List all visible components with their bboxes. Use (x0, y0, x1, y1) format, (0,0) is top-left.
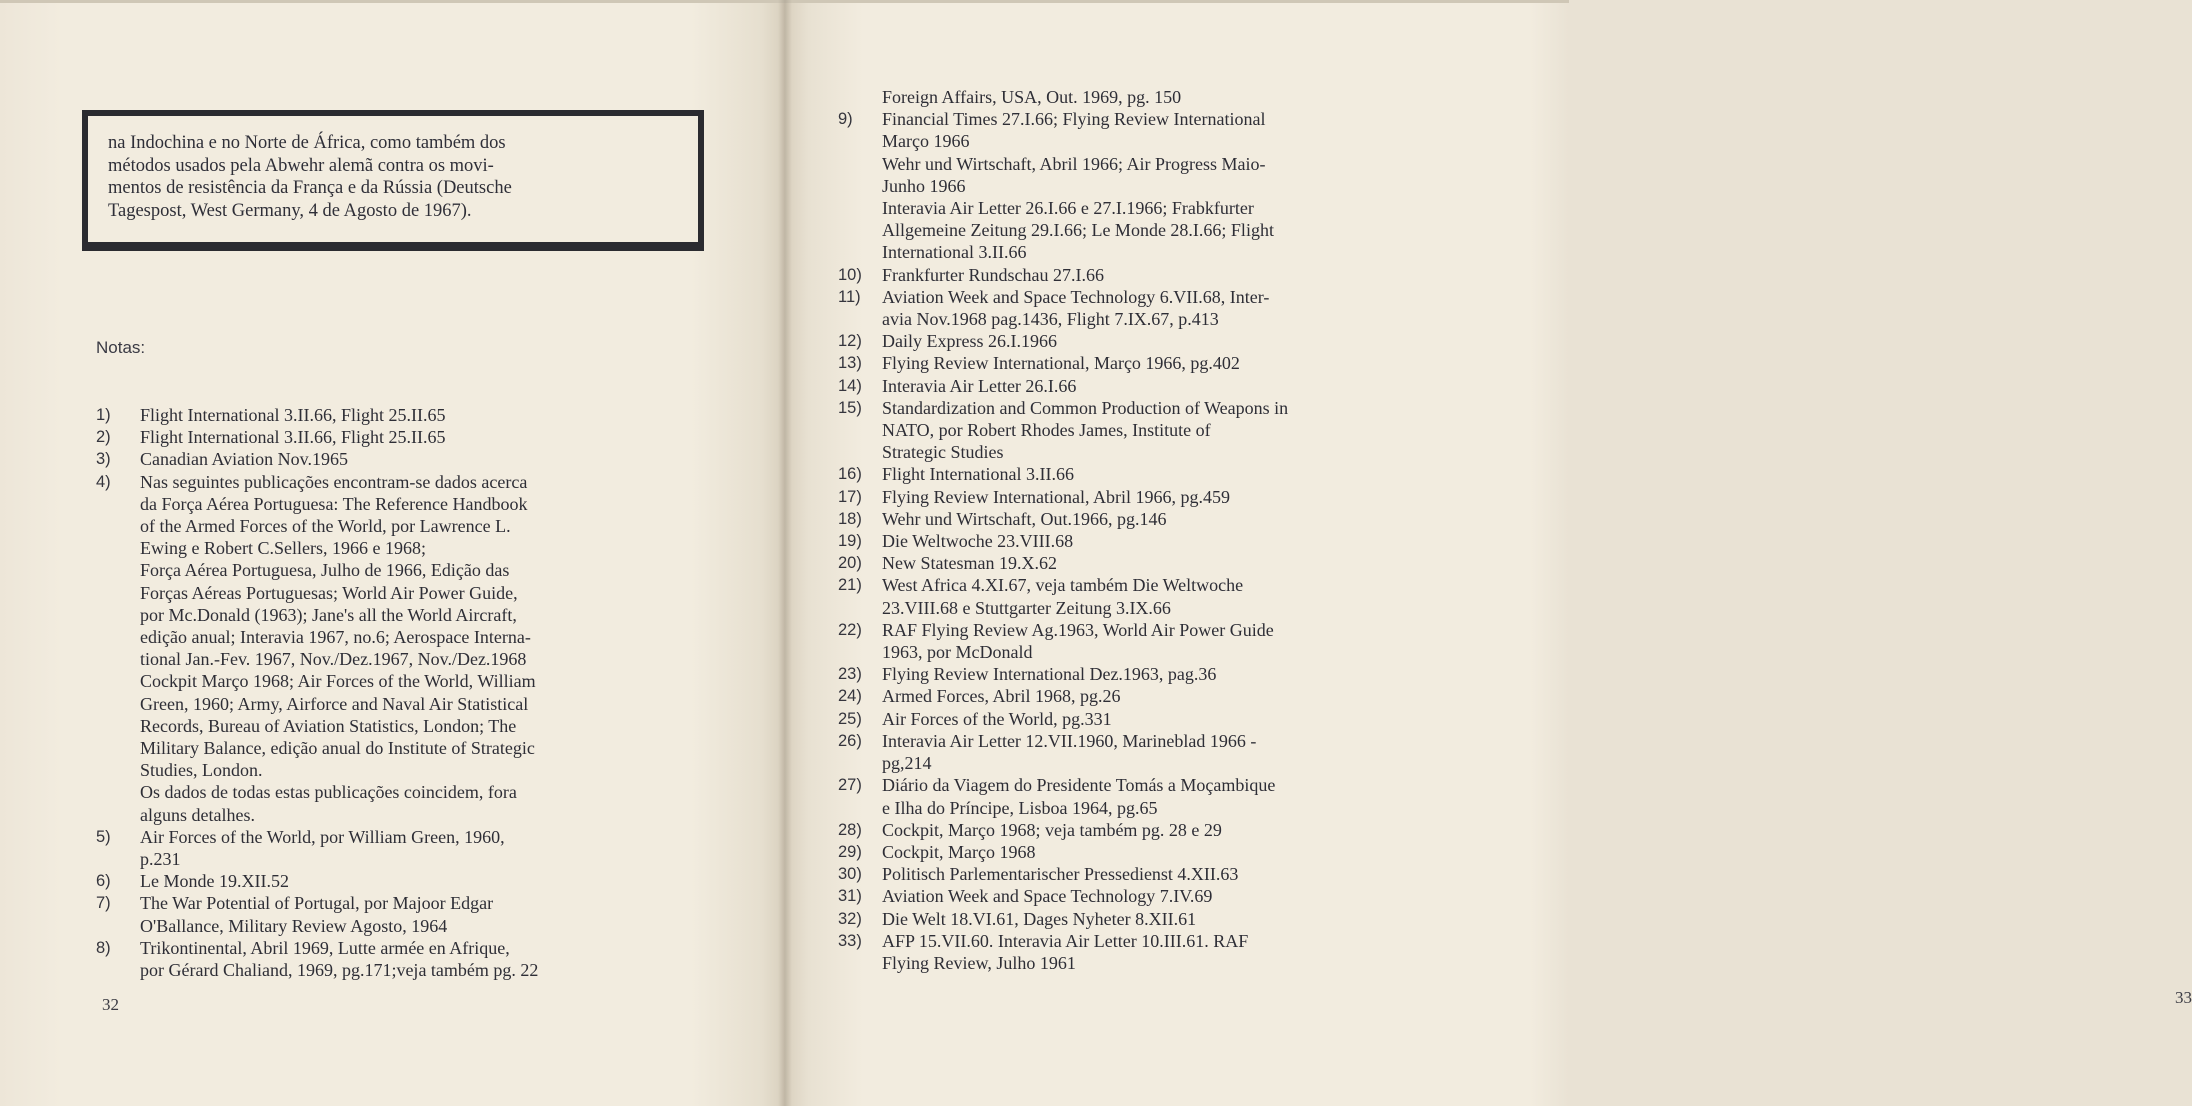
footnote-text-line: pg,214 (882, 753, 932, 774)
notes-list-right (838, 86, 1458, 974)
footnote-number: 28) (838, 820, 862, 839)
footnote-number: 31) (838, 887, 862, 906)
footnote-item (838, 819, 1458, 841)
footnote-text-line: e Ilha do Príncipe, Lisboa 1964, pg.65 (882, 797, 1158, 818)
footnote-item (838, 730, 1458, 774)
footnote-text-line: of the Armed Forces of the World, por Lawrence L. (140, 516, 511, 537)
footnote-text-line: Armed Forces, Abril 1968, pg.26 (882, 686, 1121, 707)
footnote-number: 6) (96, 872, 111, 891)
footnote-text-line: edição anual; Interavia 1967, no.6; Aerospace Interna- (140, 627, 531, 648)
footnote-text-line: Strategic Studies (882, 442, 1004, 463)
footnote-item (838, 908, 1458, 930)
footnote-text-line: Air Forces of the World, por William Green, 1960, (140, 826, 505, 847)
footnote-text-line: Canadian Aviation Nov.1965 (140, 449, 348, 470)
footnote-number: 25) (838, 709, 862, 728)
footnote-item (838, 774, 1458, 818)
footnote-item (96, 404, 716, 426)
page-number-right: 33 (2175, 988, 2192, 1007)
footnote-text-line: Interavia Air Letter 26.I.66 e 27.I.1966; Frabkfurter (882, 198, 1254, 219)
footnote-text-line: Allgemeine Zeitung 29.I.66; Le Monde 28.I.66; Flight (882, 220, 1274, 241)
page-top-edge (0, 0, 785, 3)
footnote-text-line: 23.VIII.68 e Stuttgarter Zeitung 3.IX.66 (882, 597, 1171, 618)
footnote-number: 5) (96, 827, 111, 846)
footnote-text-line: da Força Aérea Portuguesa: The Reference Handbook (140, 493, 528, 514)
footnote-item (838, 486, 1458, 508)
footnote-item (838, 552, 1458, 574)
footnote-item (838, 397, 1458, 464)
footnote-number: 7) (96, 894, 111, 913)
footnote-number: 13) (838, 354, 862, 373)
footnote-text-line: Flying Review International, Abril 1966, pg.459 (882, 486, 1230, 507)
footnote-number: 16) (838, 465, 862, 484)
footnote-item (838, 375, 1458, 397)
footnote-text-line: Politisch Parlementarischer Pressedienst 4.XII.63 (882, 864, 1239, 885)
footnote-item (838, 108, 1458, 263)
footnote-text-line: tional Jan.-Fev. 1967, Nov./Dez.1967, Nov./Dez.1968 (140, 649, 527, 670)
footnote-text-line: Standardization and Common Production of Weapons in (882, 397, 1289, 418)
footnote-text-line: Cockpit, Março 1968 (882, 841, 1036, 862)
footnote-number: 18) (838, 509, 862, 528)
footnote-text-line: Interavia Air Letter 26.I.66 (882, 375, 1077, 396)
footnote-text-line: O'Ballance, Military Review Agosto, 1964 (140, 915, 448, 936)
footnote-text-line: Cockpit, Março 1968; veja também pg. 28 e 29 (882, 819, 1222, 840)
footnote-text-line: Junho 1966 (882, 175, 966, 196)
footnote-number: 24) (838, 687, 862, 706)
footnote-text-line: Ewing e Robert C.Sellers, 1966 e 1968; (140, 538, 426, 559)
footnote-text-line: alguns detalhes. (140, 804, 255, 825)
page-top-edge (785, 0, 1569, 3)
footnote-text-line: The War Potential of Portugal, por Majoor Edgar (140, 893, 494, 914)
footnote-text-line: Die Welt 18.VI.61, Dages Nyheter 8.XII.61 (882, 908, 1197, 929)
footnote-text-line: Os dados de todas estas publicações coincidem, fora (140, 782, 517, 803)
footnote-text-line: Military Balance, edição anual do Institute of Strategic (140, 738, 535, 759)
footnote-text-line: Forças Aéreas Portuguesas; World Air Power Guide, (140, 582, 518, 603)
footnote-number: 12) (838, 332, 862, 351)
footnote-number: 30) (838, 865, 862, 884)
footnote-text-line: 1963, por McDonald (882, 642, 1033, 663)
footnote-number: 32) (838, 909, 862, 928)
footnote-item (838, 685, 1458, 707)
footnote-item (838, 841, 1458, 863)
footnote-number: 23) (838, 665, 862, 684)
footnote-text-line: Die Weltwoche 23.VIII.68 (882, 531, 1074, 552)
footnote-item (96, 826, 716, 870)
footnote-number: 20) (838, 554, 862, 573)
footnote-number: 8) (96, 938, 111, 957)
footnote-text-line: Trikontinental, Abril 1969, Lutte armée en Afrique, (140, 937, 510, 958)
footnote-number: 10) (838, 265, 862, 284)
footnote-text-line: Flight International 3.II.66, Flight 25.II.65 (140, 427, 446, 448)
footnote-number: 9) (838, 110, 853, 129)
footnote-number: 4) (96, 472, 111, 491)
footnote-text-line: Interavia Air Letter 12.VII.1960, Marineblad 1966 - (882, 730, 1257, 751)
footnote-item (838, 463, 1458, 485)
footnote-text-line: Março 1966 (882, 131, 970, 152)
footnote-item (838, 930, 1458, 974)
footnote-text-line: Cockpit Março 1968; Air Forces of the World, William (140, 671, 536, 692)
footnote-item (96, 448, 716, 470)
footnote-number: 21) (838, 576, 862, 595)
footnote-text-line: Flight International 3.II.66, Flight 25.II.65 (140, 405, 446, 425)
footnote-text-line: Wehr und Wirtschaft, Abril 1966; Air Progress Maio- (882, 153, 1266, 174)
footnote-number: 33) (838, 931, 862, 950)
footnote-text-line: Flying Review International Dez.1963, pag.36 (882, 664, 1217, 685)
notes-heading: Notas: (96, 338, 146, 357)
footnote-text-line: Flying Review, Julho 1961 (882, 952, 1076, 973)
footnote-item (96, 937, 716, 981)
footnote-text-line: avia Nov.1968 pag.1436, Flight 7.IX.67, p.413 (882, 309, 1219, 330)
footnote-text-line: p.231 (140, 849, 181, 870)
footnote-text-line: Flying Review International, Março 1966, pg.402 (882, 353, 1240, 374)
footnote-item (838, 619, 1458, 663)
footnote-text-line: RAF Flying Review Ag.1963, World Air Power Guide (882, 619, 1274, 640)
footnote-item (838, 330, 1458, 352)
footnote-text-line: Air Forces of the World, pg.331 (882, 708, 1112, 729)
footnote-item (838, 86, 1458, 108)
footnote-text-line: Wehr und Wirtschaft, Out.1966, pg.146 (882, 508, 1167, 529)
footnote-item (838, 708, 1458, 730)
footnote-text-line: por Gérard Chaliand, 1969, pg.171;veja também pg. 22 (140, 960, 539, 981)
notes-list-left (96, 404, 716, 981)
footnote-text-line: AFP 15.VII.60. Interavia Air Letter 10.III.61. RAF (882, 930, 1249, 951)
footnote-item (838, 352, 1458, 374)
footnote-text-line: West Africa 4.XI.67, veja também Die Weltwoche (882, 575, 1244, 596)
footnote-text-line: Financial Times 27.I.66; Flying Review International (882, 109, 1266, 130)
footnote-item (96, 426, 716, 448)
footnote-item (96, 471, 716, 826)
footnote-number: 29) (838, 842, 862, 861)
footnote-item (96, 870, 716, 892)
footnote-item (838, 508, 1458, 530)
footnote-item (838, 863, 1458, 885)
footnote-text-line: Frankfurter Rundschau 27.I.66 (882, 264, 1104, 285)
footnote-number: 1) (96, 406, 111, 424)
footnote-text-line: por Mc.Donald (1963); Jane's all the World Aircraft, (140, 604, 517, 625)
footnote-item (838, 286, 1458, 330)
footnote-item (838, 885, 1458, 907)
book-gutter-shadow (778, 0, 792, 1106)
boxed-continuation-text (82, 110, 704, 251)
footnote-text-line: NATO, por Robert Rhodes James, Institute of (882, 420, 1211, 441)
footnote-text-line: Diário da Viagem do Presidente Tomás a Moçambique (882, 775, 1276, 796)
footnote-number: 2) (96, 428, 111, 447)
footnote-number: 27) (838, 776, 862, 795)
footnote-number: 11) (838, 287, 861, 306)
footnote-text-line: Records, Bureau of Aviation Statistics, London; The (140, 715, 517, 736)
footnote-text-line: Foreign Affairs, USA, Out. 1969, pg. 150 (882, 87, 1182, 107)
footnote-item (838, 574, 1458, 618)
footnote-item (96, 892, 716, 936)
footnote-text-line: Le Monde 19.XII.52 (140, 871, 289, 892)
footnote-text-line: New Statesman 19.X.62 (882, 553, 1057, 574)
footnote-text-line: Nas seguintes publicações encontram-se dados acerca (140, 471, 528, 492)
footnote-number: 15) (838, 398, 862, 417)
footnote-text-line: Green, 1960; Army, Airforce and Naval Air Statistical (140, 693, 529, 714)
boxed-text-line: na Indochina e no Norte de África, como também dos (108, 133, 506, 153)
boxed-text-line: métodos usados pela Abwehr alemã contra os movi- (108, 155, 494, 176)
footnote-number: 19) (838, 532, 862, 551)
footnote-item (838, 264, 1458, 286)
footnote-text-line: International 3.II.66 (882, 242, 1027, 263)
footnote-text-line: Daily Express 26.I.1966 (882, 331, 1057, 352)
footnote-text-line: Aviation Week and Space Technology 6.VII.68, Inter- (882, 286, 1270, 307)
footnote-number: 26) (838, 731, 862, 750)
footnote-text-line: Studies, London. (140, 760, 263, 781)
footnote-number: 14) (838, 376, 862, 395)
footnote-text-line: Flight International 3.II.66 (882, 464, 1074, 485)
footnote-text-line: Força Aérea Portuguesa, Julho de 1966, Edição das (140, 560, 510, 581)
footnote-number: 17) (838, 487, 862, 506)
boxed-text-line: mentos de resistência da França e da Rússia (Deutsche (108, 178, 512, 198)
left-page (0, 0, 785, 1106)
boxed-text-line: Tagespost, West Germany, 4 de Agosto de 1967). (108, 200, 472, 221)
footnote-number: 3) (96, 450, 111, 469)
footnote-item (838, 663, 1458, 685)
page-number-left: 32 (102, 995, 119, 1014)
footnote-text-line: Aviation Week and Space Technology 7.IV.69 (882, 886, 1213, 907)
footnote-number: 22) (838, 620, 862, 639)
footnote-item (838, 530, 1458, 552)
